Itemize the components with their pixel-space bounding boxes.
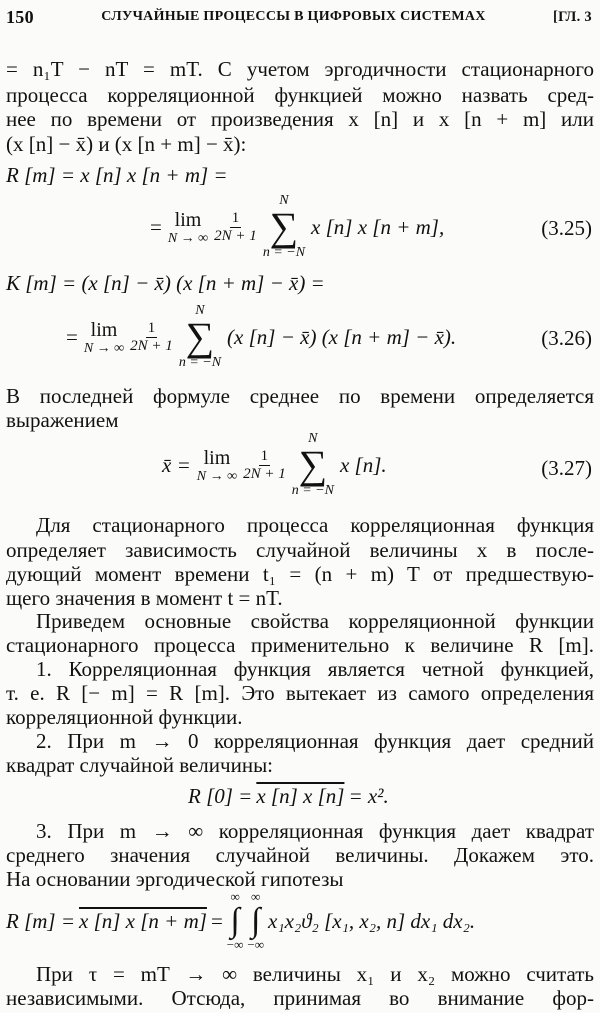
running-title: СЛУЧАЙНЫЕ ПРОЦЕССЫ В ЦИФРОВЫХ СИСТЕМАХ — [101, 9, 486, 24]
equation-number: (3.26) — [541, 326, 592, 350]
fraction — [214, 210, 257, 245]
lim-subscript: N → ∞ — [83, 340, 125, 356]
equation-ergodic — [0, 890, 600, 952]
equation-lhs: R [m] = — [6, 908, 76, 933]
text-line: среднего значения случайной величины. Докажем это. — [6, 843, 594, 867]
equals-sign: = — [150, 214, 162, 239]
text-line: нее по времени от произведения x [n] и x [n + m] или — [6, 107, 594, 131]
equation-3-26 — [0, 304, 600, 368]
text-line: Для стационарного процесса корреляционная функция — [36, 513, 594, 537]
sum-lower-limit: n = −N — [178, 355, 222, 370]
integral-upper-limit: ∞ — [230, 889, 240, 904]
lim-word: lim — [90, 318, 118, 341]
summation-sign: N ∑ n = −N — [262, 193, 306, 260]
text-line: выражением — [6, 408, 119, 432]
text-line: т. е. R [− m] = R [m]. Это вытекает из самого определения — [6, 681, 594, 705]
summation-sign: N ∑ n = −N — [178, 303, 222, 370]
sum-upper-limit: N — [308, 431, 318, 446]
fraction-numerator: 1 — [260, 447, 269, 464]
text-line: щего значения в момент t = nT. — [6, 586, 283, 610]
fraction-denominator: 2N + 1 — [130, 337, 173, 354]
fraction-denominator: 2N + 1 — [214, 227, 257, 244]
lim-word: lim — [174, 208, 202, 231]
equation-body: (x [n] − x̄) (x [n + m] − x̄). — [227, 324, 457, 349]
text-line: На основании эргодической гипотезы — [6, 867, 344, 891]
equation-average: x [n] x [n + m] — [79, 908, 207, 933]
text-line: При τ = mT → ∞ величины x₁ и x₂ можно считать — [36, 962, 594, 986]
sum-upper-limit: N — [195, 303, 205, 318]
equation-number: (3.25) — [541, 216, 592, 240]
text-line: стационарного процесса применительно к величине R [m]. — [6, 633, 594, 657]
text-line: дующий момент времени t₁ = (n + m) T от предшествую- — [6, 562, 594, 586]
integral-sign: ∞ ∫ −∞ — [247, 889, 264, 952]
text-line: квадрат случайной величины: — [6, 753, 274, 777]
page-number: 150 — [6, 6, 34, 27]
equation-number: (3.27) — [541, 456, 592, 480]
fraction — [243, 448, 286, 483]
equation-body: x [n]. — [339, 452, 387, 477]
chapter-label: [ГЛ. 3 — [553, 8, 592, 25]
text-line: (x [n] − x̄) и (x [n + m] − x̄): — [6, 132, 247, 156]
lim-word: lim — [203, 446, 231, 469]
text-line: 2. При m → 0 корреляционная функция дает средний — [36, 729, 594, 753]
sum-upper-limit: N — [279, 193, 289, 208]
text-line: Приведем основные свойства корреляционной функции — [36, 609, 594, 633]
integral-sign: ∞ ∫ −∞ — [226, 889, 244, 952]
text-line: процесса корреляционной функцией можно назвать сред- — [6, 83, 594, 107]
equation-lhs: K [m] = (x [n] − x̄) (x [n + m] − x̄) = — [6, 271, 325, 295]
page-header — [6, 4, 592, 30]
text-line: = n₁T − nT = mT. С учетом эргодичности стационарного — [6, 57, 594, 81]
text-line: 1. Корреляционная функция является четной функцией, — [36, 657, 594, 681]
limit-operator — [197, 447, 237, 484]
lim-subscript: N → ∞ — [167, 230, 209, 246]
equation-lhs: R [m] = x [n] x [n + m] = — [6, 163, 228, 187]
equation-body: x₁x₂ϑ₂ [x₁, x₂, n] dx₁ dx₂. — [268, 908, 476, 933]
limit-operator — [168, 209, 208, 246]
integral-lower-limit: −∞ — [247, 937, 264, 952]
equation-average: x [n] x [n] — [256, 784, 345, 808]
fraction-numerator: 1 — [231, 209, 240, 226]
sum-lower-limit: n = −N — [262, 245, 306, 260]
lim-subscript: N → ∞ — [196, 468, 238, 484]
equation-body: x [n] x [n + m], — [311, 214, 445, 239]
fraction-denominator: 2N + 1 — [243, 465, 286, 482]
equals-sign: = — [210, 908, 223, 933]
equation-lhs: R [0] = — [188, 784, 253, 808]
integral-upper-limit: ∞ — [251, 889, 261, 904]
equals-sign: = — [66, 324, 78, 349]
limit-operator — [84, 319, 124, 356]
equation-3-27 — [0, 432, 600, 502]
fraction — [130, 320, 173, 355]
sum-lower-limit: n = −N — [291, 483, 334, 498]
text-line: 3. При m → ∞ корреляционная функция дает квадрат — [36, 819, 594, 843]
equation-rhs: = x². — [348, 784, 389, 808]
summation-sign: N ∑ n = −N — [291, 431, 334, 498]
integral-lower-limit: −∞ — [226, 937, 244, 952]
text-line: корреляционной функции. — [6, 705, 243, 729]
text-line: определяет зависимость случайной величины x в после- — [6, 538, 594, 562]
equation-lhs: x̄ = — [162, 452, 191, 477]
text-line: В последней формуле среднее по времени определяется — [6, 384, 594, 408]
equation-3-25 — [0, 194, 600, 258]
fraction-numerator: 1 — [147, 319, 156, 336]
text-line: независимыми. Отсюда, принимая во внимание фор- — [6, 986, 594, 1010]
